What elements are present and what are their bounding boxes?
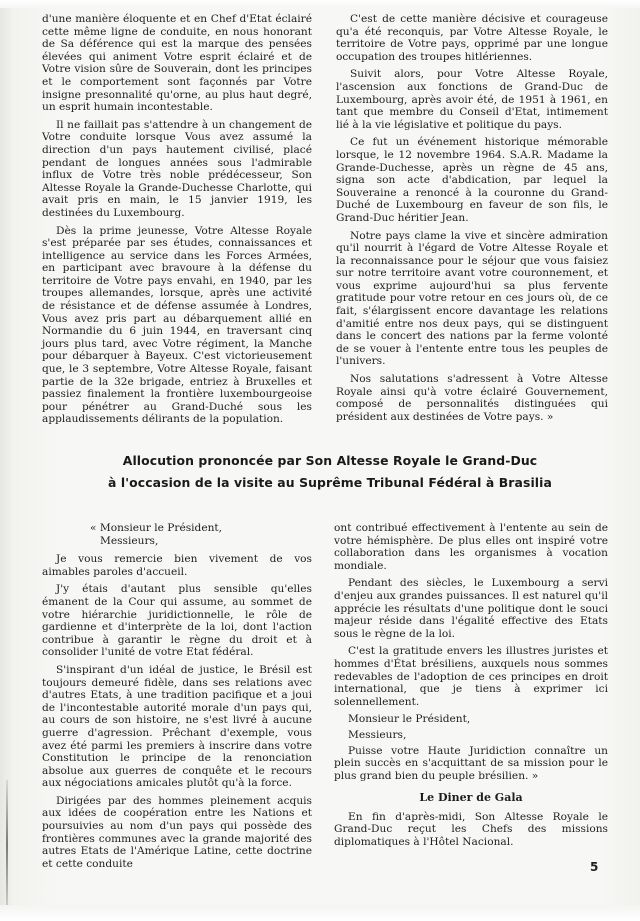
paragraph: Notre pays clame la vive et sincère admiration qu'il nourrit à l'égard de Votre Altesse Royale et la reconnaissance pour le séjour que vous faisiez sur notre territoire avant votre couronnement, et vous exprime aujourd'hui sa plus fervente gratitude pour votre retour en ces jours où, de ce fait, s'élargissent encore davantage les relations d'amitié entre nos deux pays, qui se distinguent dans le concert des nations par la ferme volonté de se vouer à l'entente entre tous les peuples de l'univers.: [336, 229, 608, 368]
paragraph: Je vous remercie bien vivement de vos aimables paroles d'accueil.: [42, 553, 312, 578]
paragraph: Suivit alors, pour Votre Altesse Royale, l'ascension aux fonctions de Grand-Duc de Luxembourg, après avoir été, de 1951 à 1961, en tant que membre du Conseil d'Etat, intimement lié à la vie législative et politique du pays.: [336, 68, 608, 131]
paragraph: ont contribué effectivement à l'entente au sein de votre hémisphère. De plus elles ont inspiré votre collaboration dans les organismes à vocation mondiale.: [334, 522, 608, 572]
salutation-line: Messieurs,: [100, 534, 159, 547]
paragraph: S'inspirant d'un idéal de justice, le Brésil est toujours demeuré fidèle, dans ses relations avec d'autres Etats, à une tradition pacifique et a joui de l'incontestable autorité morale d'un pays qui, au cours de son histoire, ne s'est livré à aucune guerre d'agression. Prêchant d'exemple, vous avez été parmi les premiers à inscrire dans votre Constitution le principe de la renonciation absolue aux guerres de conquête et le recours aux négociations amicales plutôt qu'à la force.: [42, 663, 312, 790]
page-number: 5: [590, 860, 599, 874]
top-right-column: [336, 13, 608, 428]
paragraph: Dirigées par des hommes pleinement acquis aux idées de coopération entre les Nations et poursuivies au nom d'un pays qui possède des frontières communes avec la grande majorité des autres Etats de l'Amérique Latine, cette doctrine et cette conduite: [42, 794, 312, 870]
section-heading-line-2: à l'occasion de la visite au Suprême Tribunal Fédéral à Brasilia: [108, 475, 552, 490]
subheading-diner-de-gala: Le Diner de Gala: [419, 791, 523, 805]
closing-line: Messieurs,: [348, 728, 407, 741]
paragraph: Dès la prime jeunesse, Votre Altesse Royale s'est préparée par ses études, connaissances et intelligence au service dans les Forces Armées, en participant avec bravoure à la défense du territoire de Votre pays envahi, en 1940, par les troupes allemandes, lorsque, après une activité de résistance et de défense assumée à Londres, Vous avez pris part au débarquement allié en Normandie du 6 juin 1944, en traversant cinq jours plus tard, avec Votre régiment, la Manche pour débarquer à Bayeux. C'est victorieusement que, le 3 septembre, Votre Altesse Royale, faisant partie de la 32e brigade, entriez à Bruxelles et passiez finalement la frontière luxembourgeoise pour pénétrer au Grand-Duché sous les applaudissements délirants de la population.: [42, 224, 312, 426]
paragraph: d'une manière éloquente et en Chef d'Etat éclairé cette même ligne de conduite, en nous honorant de Sa déférence qui est la marque des pensées élevées qui animent Votre esprit éclairé et de Votre vision sûre de Souverain, dont les principes et le comportement sont façonnés par Votre insigne presonnalité qu'orne, au plus haut degré, un esprit humain incontestable.: [42, 13, 312, 114]
paragraph: Ce fut un événement historique mémorable lorsque, le 12 novembre 1964. S.A.R. Madame la Grande-Duchesse, après un règne de 45 ans, signa son acte d'abdication, par lequel la Souveraine a renoncé à la couronne du Grand-Duché de Luxembourg en faveur de son fils, le Grand-Duc héritier Jean.: [336, 136, 608, 224]
paragraph: Il ne faillait pas s'attendre à un changement de Votre conduite lorsque Vous avez assumé la direction d'un pays hautement civilisé, placé pendant de longues années sous l'admirable influx de Votre très noble prédécesseur, Son Altesse Royale la Grande-Duchesse Charlotte, qui avait pris en main, le 15 janvier 1919, les destinées du Luxembourg.: [42, 118, 312, 219]
closing-line: Monsieur le Président,: [348, 713, 471, 726]
bottom-left-column: [42, 522, 312, 875]
paragraph: C'est de cette manière décisive et courageuse qu'a été reconquis, par Votre Altesse Royale, le territoire de Votre pays, opprimé par une longue occupation des troupes hitlériennes.: [336, 13, 608, 63]
paragraph: C'est la gratitude envers les illustres juristes et hommes d'État brésiliens, auxquels nous sommes redevables de l'adoption de ces principes en droit international, que je tiens à exprimer ici solennellement.: [334, 645, 608, 708]
page-top-edge: [0, 0, 640, 8]
paragraph: En fin d'après-midi, Son Altesse Royale le Grand-Duc reçut les Chefs des missions diplomatiques à l'Hôtel Nacional.: [334, 810, 608, 849]
paragraph: Puisse votre Haute Juridiction connaître un plein succès en s'acquittant de sa mission pour le plus grand bien du peuple brésilien. »: [334, 744, 608, 782]
section-heading-line-1: Allocution prononcée par Son Altesse Royale le Grand-Duc: [122, 453, 538, 468]
paragraph: Nos salutations s'adressent à Votre Altesse Royale ainsi qu'à votre éclairé Gouvernement, composé de personnalités distinguées qui président aux destinées de Votre pays. »: [336, 373, 608, 423]
paragraph: Pendant des siècles, le Luxembourg a servi d'enjeu aux grandes puissances. Il est naturel qu'il apprécie les résultats d'une politique dont le souci majeur réside dans l'égalité effective des Etats sous le règne de la loi.: [334, 577, 608, 640]
salutation-line: « Monsieur le Président,: [90, 522, 223, 534]
top-left-column: [42, 13, 312, 431]
binding-edge: [6, 780, 8, 910]
paragraph: J'y étais d'autant plus sensible qu'elles émanent de la Cour qui assume, au sommet de votre hiérarchie juridictionnelle, le rôle de gardienne et d'interprète de la loi, dont l'action contribue à garantir le règne du droit et à consolider l'unité de votre Etat fédéral.: [42, 583, 312, 659]
bottom-right-column: [334, 522, 608, 854]
page-bottom-edge: [0, 905, 640, 921]
